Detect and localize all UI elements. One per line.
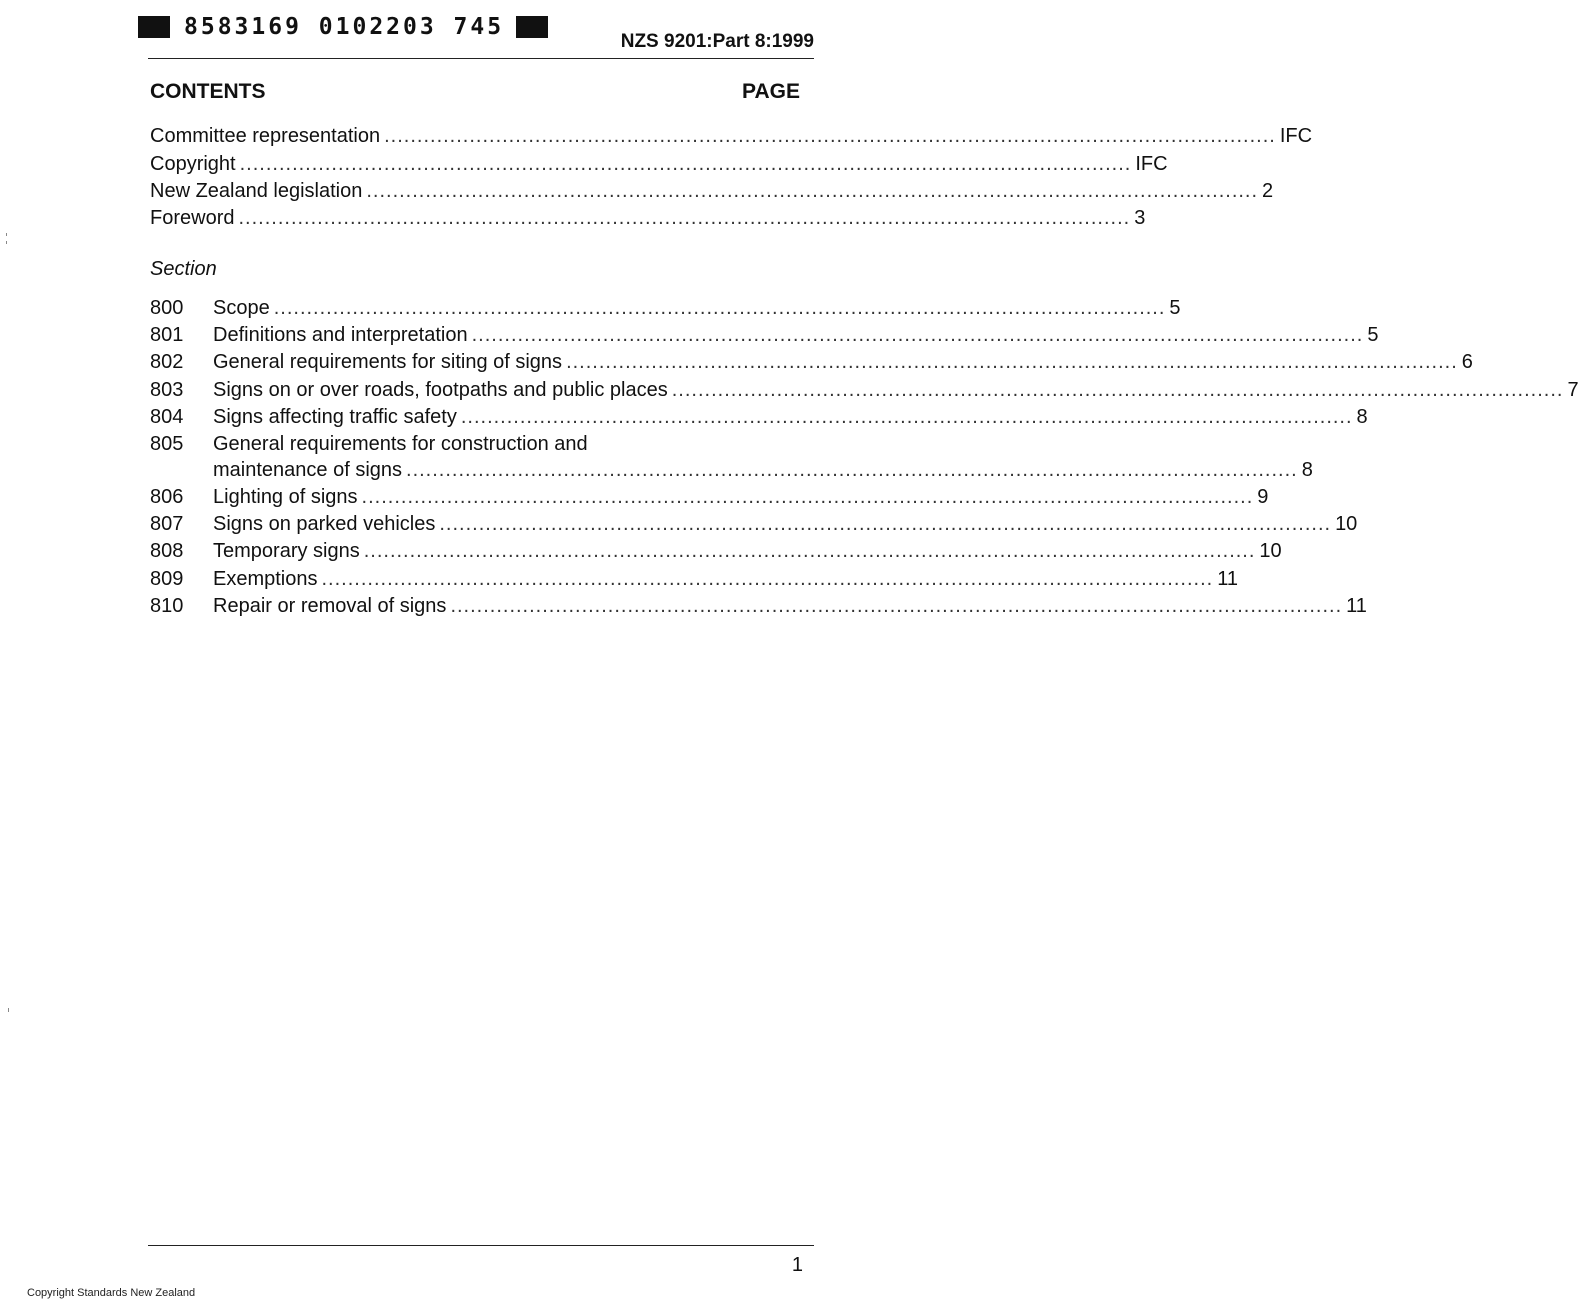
dot-leader: ........................................................................................................................................ (239, 153, 1132, 175)
dot-leader: ........................................................................................................................................ (460, 406, 1353, 428)
toc-entry-title: New Zealand legislation (150, 180, 363, 202)
toc-section-805 (213, 457, 1313, 483)
section-title: Signs affecting traffic safety (213, 406, 457, 428)
dot-leader: ........................................................................................................................................ (671, 379, 1564, 401)
toc-entry-page: IFC (1279, 125, 1313, 147)
toc-entry-title: Copyright (150, 153, 236, 175)
section-number: 806 (150, 486, 184, 508)
section-page: 7 (1567, 379, 1579, 401)
scan-speck (8, 1008, 9, 1012)
toc-entry-foreword (150, 205, 1146, 231)
toc-section-806 (213, 484, 1269, 510)
section-number: 809 (150, 568, 184, 590)
footer-divider (148, 1245, 814, 1246)
dot-leader: ........................................................................................................................................ (384, 125, 1276, 147)
section-title: Exemptions (213, 568, 318, 590)
section-page: 9 (1257, 486, 1269, 508)
section-number: 803 (150, 379, 184, 401)
toc-entry-copyright (150, 151, 1168, 177)
section-number: 805 (150, 433, 184, 455)
section-page: 10 (1259, 540, 1282, 562)
toc-section-801 (213, 322, 1379, 348)
section-title: Definitions and interpretation (213, 324, 468, 346)
toc-entry-page: IFC (1135, 153, 1168, 175)
toc-section-809 (213, 566, 1238, 592)
section-title: General requirements for siting of signs (213, 351, 563, 373)
dot-leader: ........................................................................................................................................ (406, 459, 1298, 481)
section-number: 810 (150, 595, 184, 617)
page-column-heading: PAGE (742, 80, 800, 103)
barcode (138, 14, 548, 40)
dot-leader: ........................................................................................................................................ (439, 513, 1332, 535)
toc-entry-title: Foreword (150, 207, 235, 229)
barcode-block-right (516, 16, 548, 38)
dot-leader: ........................................................................................................................................ (450, 595, 1343, 617)
scan-speck (6, 233, 7, 236)
toc-entry-page: 2 (1262, 180, 1274, 202)
section-title: Lighting of signs (213, 486, 358, 508)
section-page: 11 (1346, 595, 1367, 617)
dot-leader: ........................................................................................................................................ (361, 486, 1254, 508)
scan-speck (6, 241, 7, 244)
toc-section-808 (213, 538, 1282, 564)
toc-entry-title: Committee representation (150, 125, 381, 147)
toc-entry-committee-representation (150, 123, 1313, 149)
toc-section-802 (213, 349, 1473, 375)
section-title-line1: General requirements for construction and (213, 433, 588, 455)
toc-section-800 (213, 295, 1181, 321)
dot-leader: ........................................................................................................................................ (471, 324, 1364, 346)
toc-section-803 (213, 377, 1579, 403)
section-number: 801 (150, 324, 184, 346)
section-page: 6 (1461, 351, 1473, 373)
section-title: Signs on parked vehicles (213, 513, 436, 535)
document-reference: NZS 9201:Part 8:1999 (620, 31, 814, 52)
section-label: Section (150, 258, 217, 280)
section-page: 5 (1367, 324, 1379, 346)
toc-entry-nz-legislation (150, 178, 1274, 204)
page-number: 1 (791, 1254, 803, 1276)
section-title: Scope (213, 297, 270, 319)
section-title: Signs on or over roads, footpaths and public places (213, 379, 668, 401)
dot-leader: ........................................................................................................................................ (273, 297, 1166, 319)
dot-leader: ........................................................................................................................................ (238, 207, 1131, 229)
header-divider (148, 58, 814, 59)
copyright-notice: Copyright Standards New Zealand (27, 1287, 196, 1299)
contents-heading: CONTENTS (150, 80, 266, 103)
section-number: 807 (150, 513, 184, 535)
dot-leader: ........................................................................................................................................ (321, 568, 1214, 590)
dot-leader: ........................................................................................................................................ (366, 180, 1259, 202)
section-title: Repair or removal of signs (213, 595, 447, 617)
section-page: 8 (1301, 459, 1313, 481)
dot-leader: ........................................................................................................................................ (363, 540, 1256, 562)
section-number: 802 (150, 351, 184, 373)
toc-entry-page: 3 (1134, 207, 1146, 229)
section-number: 800 (150, 297, 184, 319)
section-page: 10 (1335, 513, 1358, 535)
section-title: maintenance of signs (213, 459, 403, 481)
section-page: 11 (1217, 568, 1238, 590)
barcode-text: 8583169 0102203 745 (184, 14, 505, 40)
dot-leader: ........................................................................................................................................ (566, 351, 1458, 373)
section-page: 8 (1356, 406, 1368, 428)
barcode-block-left (138, 16, 170, 38)
section-number: 804 (150, 406, 184, 428)
section-page: 5 (1169, 297, 1181, 319)
section-number: 808 (150, 540, 184, 562)
toc-section-807 (213, 511, 1358, 537)
section-title: Temporary signs (213, 540, 360, 562)
toc-section-810 (213, 593, 1367, 619)
toc-section-804 (213, 404, 1368, 430)
